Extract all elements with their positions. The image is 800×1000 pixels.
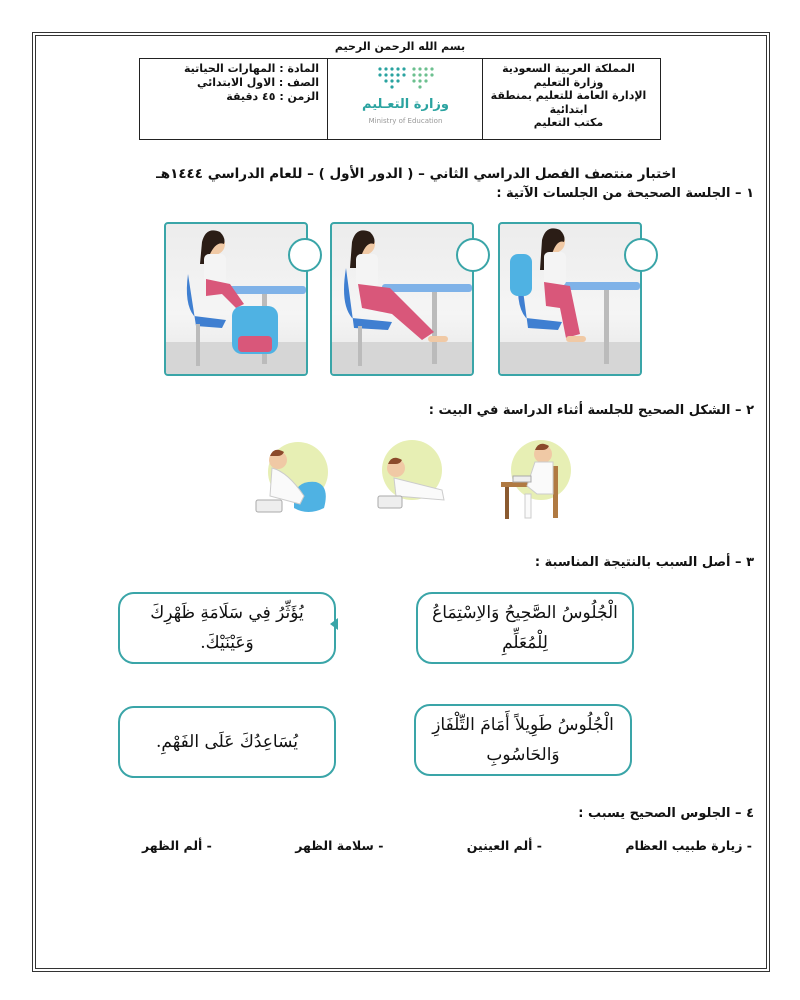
question-2: ٢ – الشكل الصحيح للجلسة أثناء الدراسة في البيت :	[428, 403, 754, 418]
question-3: ٣ – أصل السبب بالنتيجة المناسبة :	[534, 555, 754, 570]
office-line: مكتب التعليم	[533, 116, 604, 129]
sitting-photo-middle	[330, 222, 474, 376]
connector-arrow-icon	[330, 618, 338, 630]
question-4: ٤ – الجلوس الصحيح يسبب :	[578, 806, 754, 821]
answer-circle-1[interactable]	[288, 238, 322, 272]
boy-sitting-at-desk-illustration	[497, 436, 579, 524]
sitting-photo-left	[164, 222, 308, 376]
exam-title: اختبار منتصف الفصل الدراسي الثاني – ( الدور الأول ) – للعام الدراسي ١٤٤٤هـ	[156, 166, 676, 182]
effect-box-1[interactable]: يُؤَثِّرُ فِي سَلَامَةِ ظَهْرِكَ وَعَيْنَيْكَ.	[118, 592, 336, 664]
logo-dots-icon	[366, 65, 446, 93]
option-back-health[interactable]: - سلامة الظهر	[295, 838, 384, 853]
q4-options	[142, 838, 752, 853]
sitting-photo-right	[498, 222, 642, 376]
ministry-info	[483, 59, 660, 139]
option-eye-pain[interactable]: - ألم العينين	[466, 838, 542, 853]
effect-box-2[interactable]: يُسَاعِدُكَ عَلَى الفَهْمِ.	[118, 706, 336, 778]
cause-box-2[interactable]: الْجُلُوسُ طَوِيلاً أَمَامَ التِّلْفَازِ وَالحَاسُوبِ	[414, 704, 632, 776]
logo-english-text: Ministry of Education	[368, 117, 443, 125]
cause-box-1[interactable]: الْجُلُوسُ الصَّحِيحُ وَالاِسْتِمَاعُ لِلْمُعَلِّمِ	[416, 592, 634, 664]
answer-circle-3[interactable]	[624, 238, 658, 272]
time-line: الزمن : ٤٥ دقيقة	[226, 90, 319, 103]
boy-lying-on-floor-illustration	[372, 436, 454, 524]
country-line: المملكة العربية السعودية	[502, 62, 635, 75]
grade-line: الصف : الاول الابتدائي	[196, 76, 319, 89]
option-back-pain[interactable]: - ألم الظهر	[142, 838, 212, 853]
directorate-line: الإدارة العامة للتعليم بمنطقة	[490, 89, 647, 102]
ministry-line: وزارة التعليم	[533, 75, 604, 89]
basmala: بسم الله الرحمن الرحيم	[334, 40, 466, 53]
logo-arabic-text: وزارة التعـليم	[362, 97, 449, 112]
option-orthopedic-visit[interactable]: - زيارة طبيب العظام	[625, 838, 752, 853]
boy-lying-on-cushion-illustration	[248, 436, 330, 524]
subject-line: المادة : المهارات الحياتية	[184, 62, 319, 75]
question-1: ١ – الجلسة الصحيحة من الجلسات الآتية :	[496, 186, 754, 201]
school-line: ابتدائية	[549, 102, 588, 116]
header-table	[139, 58, 661, 140]
subject-info	[140, 59, 328, 139]
ministry-logo	[328, 59, 483, 139]
answer-circle-2[interactable]	[456, 238, 490, 272]
